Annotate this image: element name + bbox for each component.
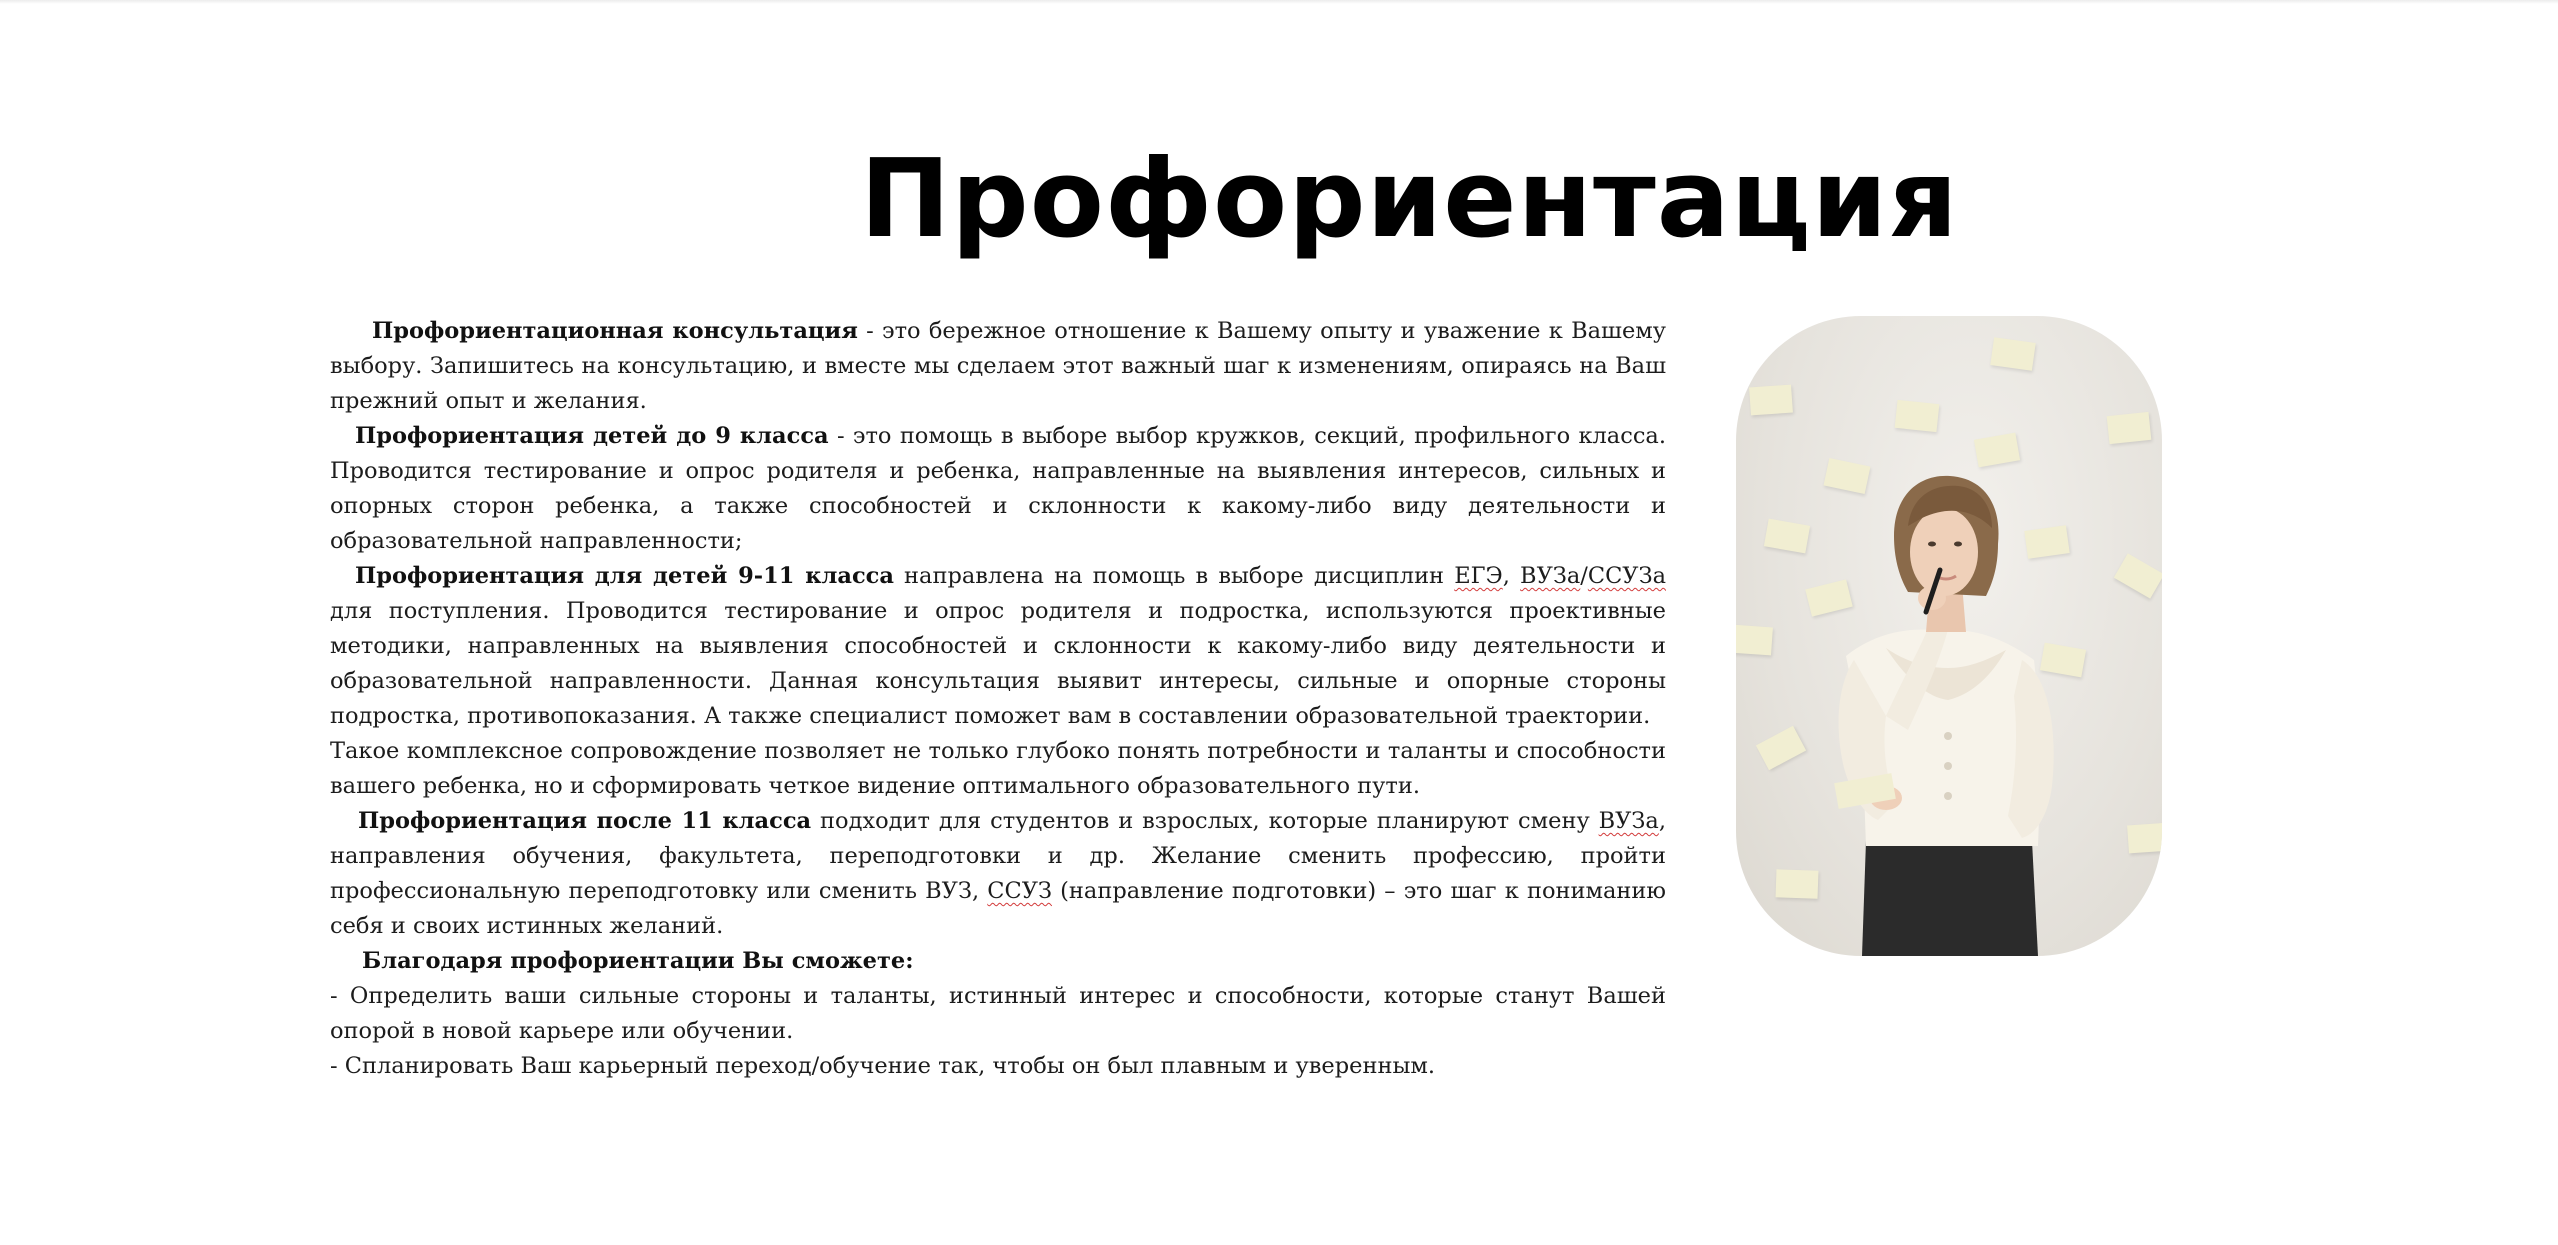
paragraph-after-11-text: , направления обучения, факультета, переподготовки и др. Желание сменить профессию, пройти профессиональную переподготовку или сменить ВУЗ, bbox=[330, 808, 1666, 904]
consultant-figure bbox=[1736, 316, 2162, 956]
paragraph-grade-9-11-text: направлена на помощь в выборе дисциплин bbox=[893, 563, 1455, 589]
spellcheck-word: ВУЗа bbox=[1520, 563, 1581, 589]
spellcheck-word: ССУЗа bbox=[1587, 563, 1666, 589]
paragraph-after-11-text: подходит для студентов и взрослых, которые планируют смену bbox=[811, 808, 1599, 834]
benefit-item-2: - Спланировать Ваш карьерный переход/обучение так, чтобы он был плавным и уверенным. bbox=[330, 1053, 1436, 1079]
page-title: Профориентация bbox=[860, 137, 1959, 262]
paragraph-grade-9-11-text: для поступления. Проводится тестирование и опрос родителя и подростка, используются проективные методики, направленных на выявления способностей и склонности к какому-либо виду деятельности и образовательной направленности. Данная консультация выявит интересы, сильные и опорные стороны подростка, противопоказания. А также специалист поможет вам в составлении образовательной траектории. bbox=[330, 598, 1666, 729]
article-body bbox=[330, 314, 1666, 1084]
spellcheck-word: ЕГЭ bbox=[1454, 563, 1503, 589]
paragraph-under-9 bbox=[330, 419, 1666, 559]
paragraph-grade-9-11-text: / bbox=[1580, 563, 1588, 589]
top-edge-shadow bbox=[0, 0, 2558, 4]
paragraph-complex-support: Такое комплексное сопровождение позволяет не только глубоко понять потребности и таланты и способности вашего ребенка, но и сформировать четкое видение оптимального образовательного пути. bbox=[330, 738, 1666, 799]
paragraph-consultation-text: - это бережное отношение к Вашему опыту и уважение к Вашему выбору. Запишитесь на консультацию, и вместе мы сделаем этот важный шаг к изменениям, опираясь на Ваш прежний опыт и желания. bbox=[330, 318, 1667, 414]
paragraph-after-11-heading: Профориентация после 11 класса bbox=[358, 808, 812, 834]
benefits-heading bbox=[330, 944, 1666, 979]
benefit-item-1: - Определить ваши сильные стороны и таланты, истинный интерес и способности, которые станут Вашей опорой в новой карьере или обучении. bbox=[330, 983, 1666, 1044]
paragraph-grade-9-11-heading: Профориентация для детей 9-11 класса bbox=[355, 563, 894, 589]
paragraph-grade-9-11-text: , bbox=[1502, 563, 1521, 589]
paragraph-after-11 bbox=[330, 804, 1666, 944]
spellcheck-word: ВУЗа bbox=[1598, 808, 1659, 834]
paragraph-under-9-heading: Профориентация детей до 9 класса bbox=[355, 423, 829, 449]
paragraph-after-11-text: (направление подготовки) – это шаг к пониманию себя и своих истинных желаний. bbox=[330, 878, 1666, 939]
paragraph-under-9-text: - это помощь в выборе выбор кружков, секций, профильного класса. Проводится тестирование и опрос родителя и ребенка, направленные на выявления интересов, сильных и опорных сторон ребенка, а также способностей и склонности к какому-либо виду деятельности и образовательной направленности; bbox=[330, 423, 1666, 554]
paragraph-grade-9-11 bbox=[330, 559, 1666, 734]
benefits-heading-text: Благодаря профориентации Вы сможете: bbox=[362, 948, 914, 974]
paragraph-consultation-heading: Профориентационная консультация bbox=[372, 318, 858, 344]
paragraph-consultation bbox=[330, 314, 1666, 419]
spellcheck-word: ССУЗ bbox=[987, 878, 1052, 904]
consultant-photo-icon bbox=[1736, 316, 2162, 956]
